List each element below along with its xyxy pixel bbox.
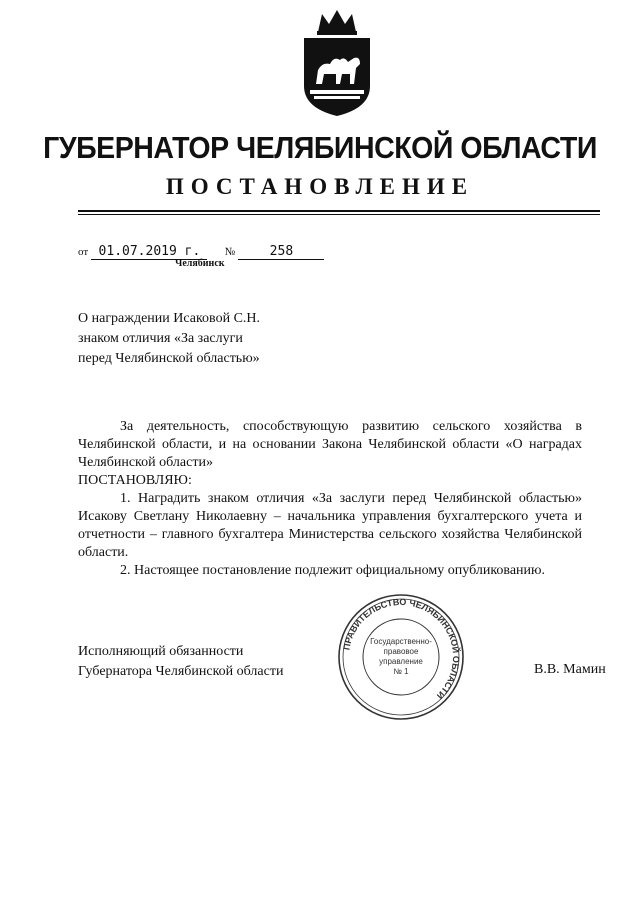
seal-center-line: управление [379, 657, 423, 666]
document-body [78, 418, 582, 580]
intro-paragraph: За деятельность, способствующую развитию сельского хозяйства в Челябинской области, и на основании Закона Челябинской области «О наградах Челябинской области» [78, 419, 582, 470]
position-line: Исполняющий обязанности [78, 644, 244, 659]
org-title: ГУБЕРНАТОР ЧЕЛЯБИНСКОЙ ОБЛАСТИ [43, 130, 597, 165]
signatory-name: В.В. Мамин [534, 662, 606, 677]
seal-center-line: Государственно- [370, 637, 432, 646]
seal-outer-text: ПРАВИТЕЛЬСТВО ЧЕЛЯБИНСКОЙ ОБЛАСТИ [341, 596, 462, 701]
position-line: Губернатора Челябинской области [78, 664, 284, 679]
signatory-position [78, 642, 283, 682]
official-seal [336, 592, 466, 722]
date-prefix: от [78, 246, 89, 258]
resolve-heading: ПОСТАНОВЛЯЮ: [78, 473, 192, 488]
document-type: ПОСТАНОВЛЕНИЕ [165, 174, 475, 199]
item-2: 2. Настоящее постановление подлежит официальному опубликованию. [120, 563, 545, 578]
document-number: 258 [238, 244, 324, 260]
document-date: 01.07.2019 г. [91, 244, 207, 260]
subject-block [78, 309, 260, 369]
subject-line: знаком отличия «За заслуги [78, 331, 243, 346]
header-rule-thin [78, 214, 600, 215]
city-label: Челябинск [175, 258, 225, 269]
subject-line: О награждении Исаковой С.Н. [78, 311, 261, 326]
coat-of-arms-emblem [296, 8, 378, 118]
header-rule-thick [78, 210, 600, 212]
seal-center-line: правовое [383, 647, 419, 656]
seal-center-line: № 1 [393, 667, 409, 676]
number-prefix: № [224, 246, 236, 258]
subject-line: перед Челябинской областью» [78, 351, 260, 366]
item-1: 1. Наградить знаком отличия «За заслуги перед Челябинской областью» Исакову Светлану Николаевну – начальника управления бухгалтерского учета и отчетности – главного бухгалтера Министерства сельского хозяйства Челябинской области. [78, 491, 582, 560]
